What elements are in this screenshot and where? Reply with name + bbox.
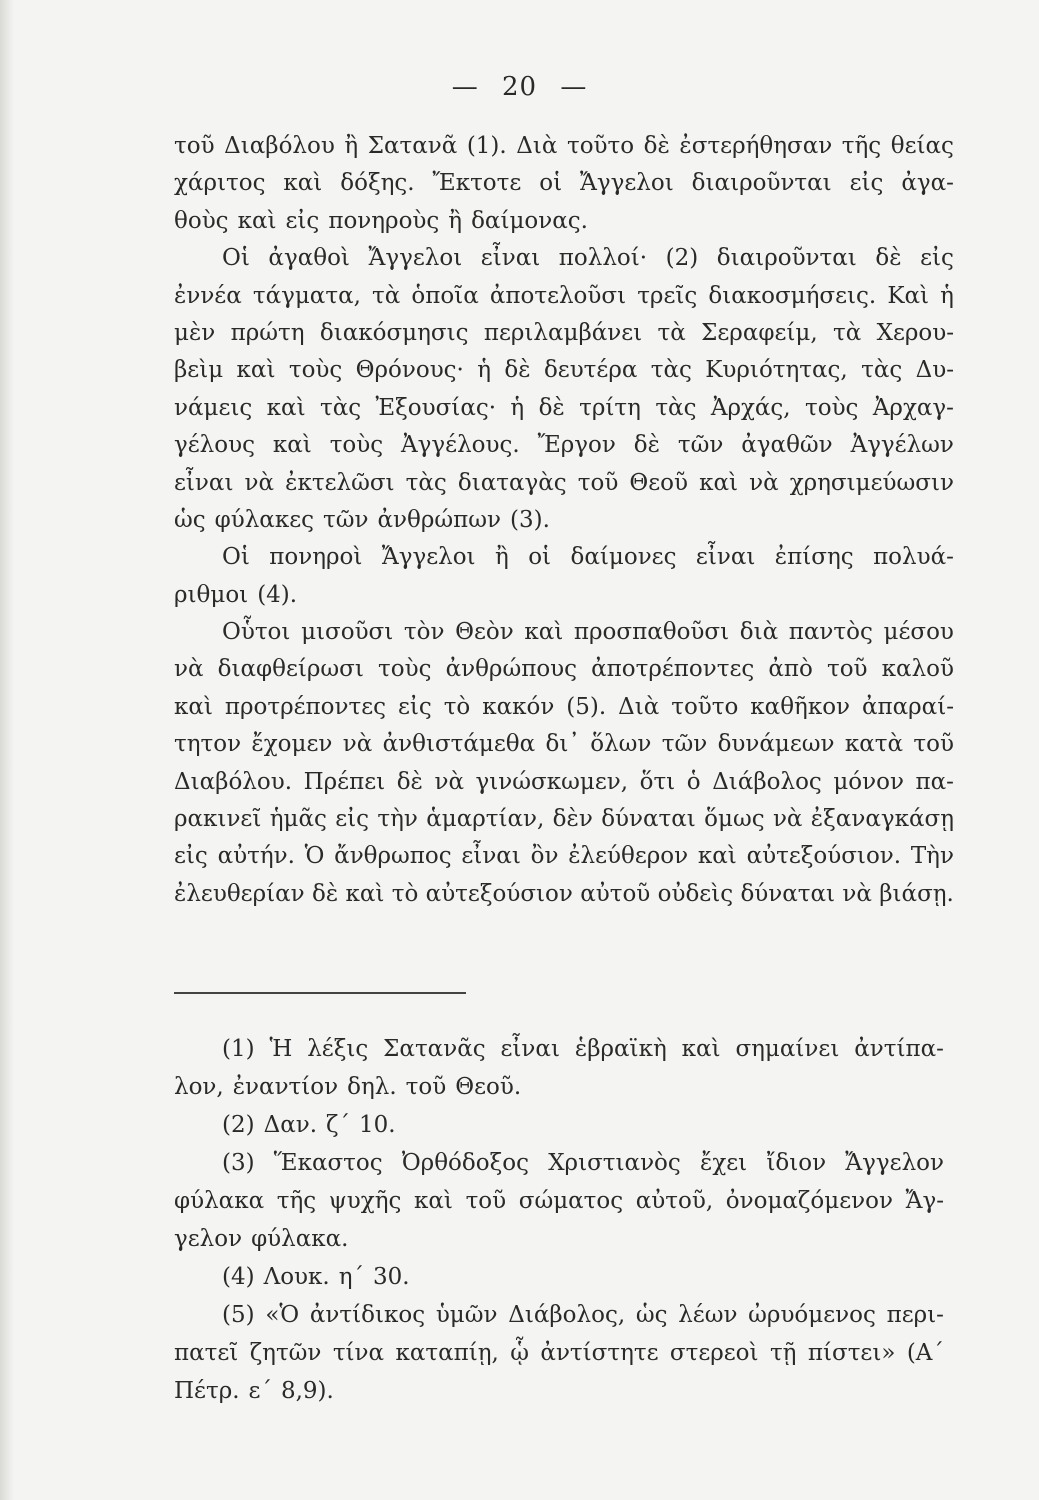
body-text-line: εἶναι νὰ ἐκτελῶσι τὰς διαταγὰς τοῦ Θεοῦ καὶ νὰ χρησιμεύωσιν <box>174 469 954 496</box>
page-number-dash-right: — <box>560 72 588 102</box>
footnote-line: (5) «Ὁ ἀντίδικος ὑμῶν Διάβολος, ὡς λέων ὠρυόμενος περι- <box>222 1302 944 1328</box>
footnote-line: λον, ἐναντίον δηλ. τοῦ Θεοῦ. <box>174 1074 522 1100</box>
footnote-line: φύλακα τῆς ψυχῆς καὶ τοῦ σώματος αὐτοῦ, ὀνομαζόμενον Ἄγ- <box>174 1188 944 1214</box>
body-text <box>174 128 954 913</box>
body-text-line: θοὺς καὶ εἰς πονηροὺς ἢ δαίμονας. <box>174 207 588 234</box>
body-text-line: Οὗτοι μισοῦσι τὸν Θεὸν καὶ προσπαθοῦσι διὰ παντὸς μέσου <box>222 619 954 646</box>
footnote-line: (1) Ἡ λέξις Σατανᾶς εἶναι ἑβραϊκὴ καὶ σημαίνει ἀντίπα- <box>222 1036 944 1062</box>
page-number-dash-left: — <box>451 72 479 102</box>
body-text-line: εἰς αὐτήν. Ὁ ἄνθρωπος εἶναι ὂν ἐλεύθερον καὶ αὐτεξούσιον. Τὴν <box>174 843 954 870</box>
body-text-line: Οἱ ἀγαθοὶ Ἄγγελοι εἶναι πολλοί· (2) διαιροῦνται δὲ εἰς <box>222 245 954 272</box>
footnote-line: πατεῖ ζητῶν τίνα καταπίῃ, ᾧ ἀντίστητε στερεοὶ τῇ πίστει» (Α´ <box>174 1340 944 1366</box>
page-number <box>0 72 1039 102</box>
body-text-line: Διαβόλου. Πρέπει δὲ νὰ γινώσκωμεν, ὅτι ὁ Διάβολος μόνον πα- <box>174 768 954 795</box>
body-text-line: νὰ διαφθείρωσι τοὺς ἀνθρώπους ἀποτρέποντες ἀπὸ τοῦ καλοῦ <box>174 656 954 683</box>
body-text-line: ὡς φύλακες τῶν ἀνθρώπων (3). <box>174 506 550 533</box>
body-text-line: βεὶμ καὶ τοὺς Θρόνους· ἡ δὲ δευτέρα τὰς Κυριότητας, τὰς Δυ- <box>174 357 954 384</box>
body-text-line: μὲν πρώτη διακόσμησις περιλαμβάνει τὰ Σεραφείμ, τὰ Χερου- <box>174 319 954 346</box>
body-text-line: ἐννέα τάγματα, τὰ ὁποῖα ἀποτελοῦσι τρεῖς διακοσμήσεις. Καὶ ἡ <box>174 282 954 309</box>
body-text-line: τοῦ Διαβόλου ἢ Σατανᾶ (1). Διὰ τοῦτο δὲ ἐστερήθησαν τῆς θείας <box>174 133 954 159</box>
footnote-separator <box>174 992 466 994</box>
body-text-line: ρακινεῖ ἡμᾶς εἰς τὴν ἁμαρτίαν, δὲν δύναται ὅμως νὰ ἐξαναγκάσῃ <box>174 806 954 833</box>
body-text-line: χάριτος καὶ δόξης. Ἔκτοτε οἱ Ἄγγελοι διαιροῦνται εἰς ἀγα- <box>174 170 954 197</box>
page-edge-shadow <box>0 0 14 1500</box>
body-text-line: γέλους καὶ τοὺς Ἀγγέλους. Ἔργον δὲ τῶν ἀγαθῶν Ἀγγέλων <box>174 432 954 459</box>
page-number-value: 20 <box>501 72 538 102</box>
body-text-line: Οἱ πονηροὶ Ἄγγελοι ἢ οἱ δαίμονες εἶναι ἐπίσης πολυά- <box>222 544 954 571</box>
footnote-line: (3) Ἕκαστος Ὀρθόδοξος Χριστιανὸς ἔχει ἴδιον Ἄγγελον <box>222 1150 944 1176</box>
footnote-line: (2) Δαν. ζ´ 10. <box>222 1112 396 1138</box>
body-text-line: ἐλευθερίαν δὲ καὶ τὸ αὐτεξούσιον αὐτοῦ οὐδεὶς δύναται νὰ βιάσῃ. <box>174 880 954 907</box>
footnotes <box>174 1030 954 1410</box>
footnote-line: γελον φύλακα. <box>174 1226 349 1252</box>
body-text-line: τητον ἔχομεν νὰ ἀνθιστάμεθα δι᾽ ὅλων τῶν δυνάμεων κατὰ τοῦ <box>174 731 954 758</box>
body-text-line: νάμεις καὶ τὰς Ἐξουσίας· ἡ δὲ τρίτη τὰς Ἀρχάς, τοὺς Ἀρχαγ- <box>174 394 954 421</box>
body-text-line: καὶ προτρέποντες εἰς τὸ κακόν (5). Διὰ τοῦτο καθῆκον ἀπαραί- <box>174 693 954 720</box>
footnote-line: (4) Λουκ. η´ 30. <box>222 1264 410 1290</box>
body-text-line: ριθμοι (4). <box>174 581 298 608</box>
footnote-line: Πέτρ. ε´ 8,9). <box>174 1378 334 1404</box>
